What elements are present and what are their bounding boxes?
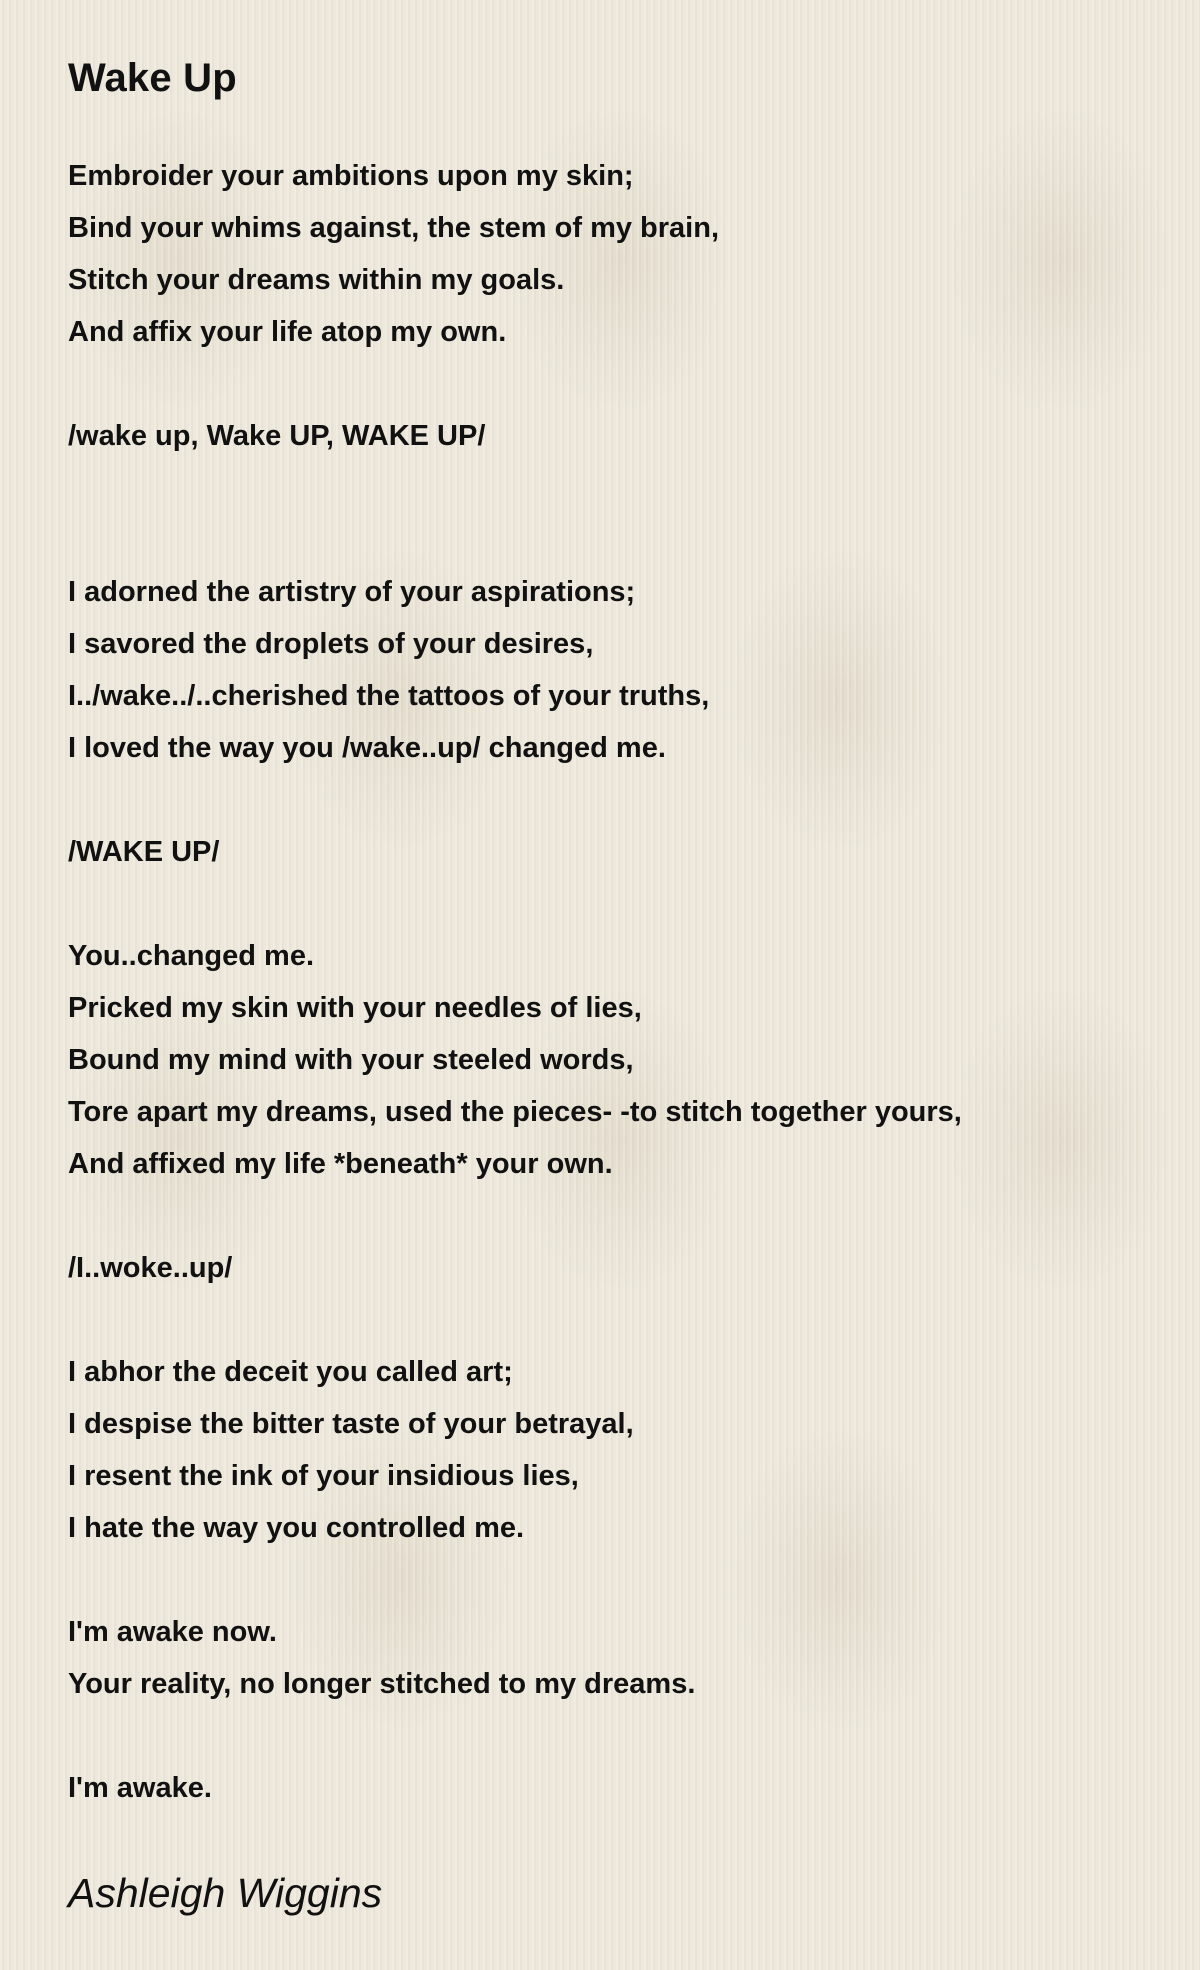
poem-title: Wake Up	[68, 56, 237, 100]
stanza-break	[68, 358, 1168, 410]
stanza-break	[68, 1294, 1168, 1346]
poem-line: Your reality, no longer stitched to my dreams.	[68, 1668, 696, 1700]
poem-line: I../wake../..cherished the tattoos of your truths,	[68, 680, 710, 712]
poem-line: I abhor the deceit you called art;	[68, 1356, 513, 1388]
poem-author: Ashleigh Wiggins	[68, 1870, 383, 1916]
poem-body	[68, 150, 1168, 1814]
stanza-break	[68, 1554, 1168, 1606]
poem-line: Bound my mind with your steeled words,	[68, 1044, 634, 1076]
stanza-break	[68, 774, 1168, 826]
poem-line: I hate the way you controlled me.	[68, 1512, 525, 1544]
poem-line: /WAKE UP/	[68, 836, 220, 868]
poem-line: Embroider your ambitions upon my skin;	[68, 160, 634, 192]
poem-line: I loved the way you /wake..up/ changed me.	[68, 732, 666, 764]
poem-line: And affixed my life *beneath* your own.	[68, 1148, 613, 1180]
stanza-break	[68, 878, 1168, 930]
poem-line: I adorned the artistry of your aspirations;	[68, 576, 636, 608]
poem-line: I'm awake now.	[68, 1616, 277, 1648]
poem-line: Tore apart my dreams, used the pieces- -to stitch together yours,	[68, 1096, 962, 1128]
poem-line: Stitch your dreams within my goals.	[68, 264, 565, 296]
poem-line: You..changed me.	[68, 940, 315, 972]
poem-line: Bind your whims against, the stem of my brain,	[68, 212, 719, 244]
stanza-break	[68, 514, 1168, 566]
stanza-break	[68, 462, 1168, 514]
poem-line: /wake up, Wake UP, WAKE UP/	[68, 420, 486, 452]
poem-line: I'm awake.	[68, 1772, 212, 1804]
poem-page	[68, 48, 1168, 1814]
poem-line: And affix your life atop my own.	[68, 316, 507, 348]
poem-line: I savored the droplets of your desires,	[68, 628, 594, 660]
poem-line: Pricked my skin with your needles of lies,	[68, 992, 642, 1024]
stanza-break	[68, 1710, 1168, 1762]
stanza-break	[68, 1190, 1168, 1242]
poem-line: I despise the bitter taste of your betrayal,	[68, 1408, 634, 1440]
poem-line: I resent the ink of your insidious lies,	[68, 1460, 579, 1492]
poem-line: /I..woke..up/	[68, 1252, 233, 1284]
